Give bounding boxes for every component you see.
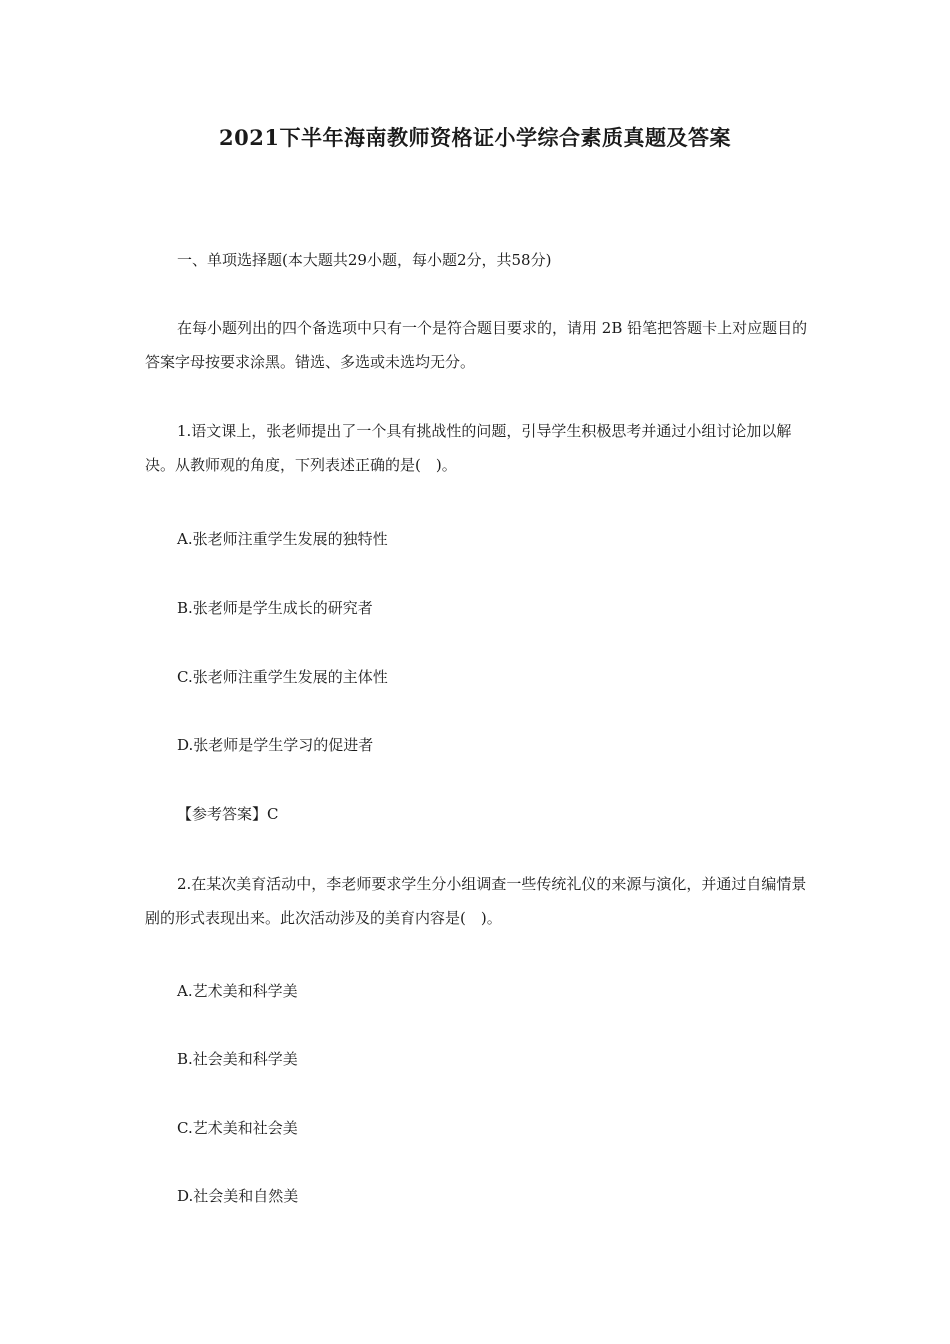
question-2-option-c: C.艺术美和社会美 [177, 1119, 298, 1137]
question-2-stem: 2.在某次美育活动中，李老师要求学生分小组调查一些传统礼仪的来源与演化，并通过自编情景剧的形式表现出来。此次活动涉及的美育内容是( )。 [145, 875, 807, 927]
question-1-stem: 1.语文课上，张老师提出了一个具有挑战性的问题，引导学生积极思考并通过小组讨论加以解决。从教师观的角度，下列表述正确的是( )。 [145, 422, 792, 474]
section-heading: 一、单项选择题(本大题共29小题，每小题2分，共58分) [177, 251, 552, 269]
question-2-option-d: D.社会美和自然美 [177, 1187, 299, 1205]
question-2-option-b: B.社会美和科学美 [177, 1050, 298, 1068]
section-instruction: 在每小题列出的四个备选项中只有一个是符合题目要求的，请用 2B 铅笔把答题卡上对应题目的答案字母按要求涂黑。错选、多选或未选均无分。 [145, 319, 808, 371]
question-1-option-b: B.张老师是学生成长的研究者 [177, 599, 373, 617]
question-2-option-a: A.艺术美和科学美 [177, 982, 298, 1000]
question-1-option-d: D.张老师是学生学习的促进者 [177, 736, 374, 754]
question-1-option-c: C.张老师注重学生发展的主体性 [177, 668, 388, 686]
question-1-answer: 【参考答案】C [177, 805, 279, 823]
question-1-option-a: A.张老师注重学生发展的独特性 [177, 530, 388, 548]
document-title: 2021下半年海南教师资格证小学综合素质真题及答案 [219, 125, 731, 150]
